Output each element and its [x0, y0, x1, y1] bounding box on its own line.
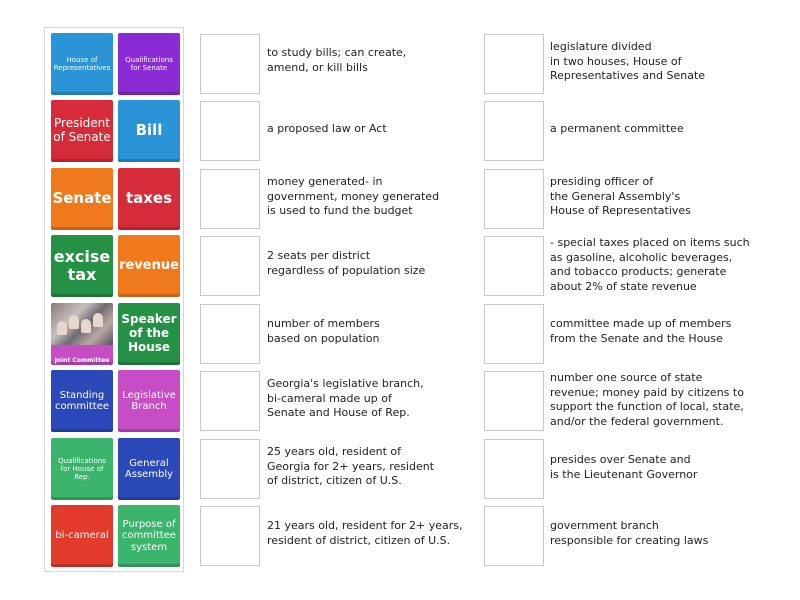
drop-slot-left-5[interactable]	[200, 304, 260, 364]
clue-left-6: Georgia's legislative branch, bi-cameral made up of Senate and House of Rep.	[267, 377, 424, 419]
clue-right-8: government branch responsible for creating laws	[550, 519, 709, 547]
tile-bill[interactable]: Bill	[118, 100, 180, 162]
drop-slot-right-3[interactable]	[484, 169, 544, 229]
drop-slot-left-6[interactable]	[200, 371, 260, 431]
tile-standing-committee[interactable]: Standing committee	[51, 370, 113, 432]
clue-left-3: money generated- in government, money generated is used to fund the budget	[267, 175, 440, 217]
tile-speaker-of-the-house[interactable]: Speaker of the House	[118, 303, 180, 365]
clue-left-2: a proposed law or Act	[267, 122, 387, 135]
tile-legislative-branch[interactable]: Legislative Branch	[118, 370, 180, 432]
drop-slot-right-4[interactable]	[484, 236, 544, 296]
clue-left-4: 2 seats per district regardless of population size	[267, 249, 426, 277]
tile-revenue[interactable]: revenue	[118, 235, 180, 297]
tile-excise-tax[interactable]: excise tax	[51, 235, 113, 297]
drop-slot-right-2[interactable]	[484, 101, 544, 161]
drop-slot-left-3[interactable]	[200, 169, 260, 229]
tile-purpose-of-committee-system[interactable]: Purpose of committee system	[118, 505, 180, 567]
clue-left-8: 21 years old, resident for 2+ years, resident of district, citizen of U.S.	[267, 519, 463, 547]
drop-slot-right-7[interactable]	[484, 439, 544, 499]
drop-slot-left-7[interactable]	[200, 439, 260, 499]
clue-right-7: presides over Senate and is the Lieutenant Governor	[550, 453, 698, 481]
clue-right-4: - special taxes placed on items such as gasoline, alcoholic beverages, and tobacco products; generate about 2% of state revenue	[550, 236, 750, 293]
clue-right-6: number one source of state revenue; money paid by citizens to support the function of local, state, and/or the federal government.	[550, 371, 744, 428]
drop-slot-left-4[interactable]	[200, 236, 260, 296]
clue-right-3: presiding officer of the General Assembly's House of Representatives	[550, 175, 691, 217]
drop-slot-left-2[interactable]	[200, 101, 260, 161]
tile-taxes[interactable]: taxes	[118, 168, 180, 230]
tile-bank	[44, 27, 184, 572]
clue-left-7: 25 years old, resident of Georgia for 2+ years, resident of district, citizen of U.S.	[267, 445, 435, 487]
tile-general-assembly[interactable]: General Assembly	[118, 438, 180, 500]
drop-slot-left-8[interactable]	[200, 506, 260, 566]
tile-joint-committee[interactable]: Joint Committee	[51, 303, 113, 365]
clue-right-1: legislature divided in two houses, House of Representatives and Senate	[550, 40, 706, 82]
drop-slot-right-6[interactable]	[484, 371, 544, 431]
tile-house-of-representatives[interactable]: House of Representatives	[51, 33, 113, 95]
drop-slot-right-8[interactable]	[484, 506, 544, 566]
joint-committee-photo	[51, 303, 113, 345]
drop-slot-right-1[interactable]	[484, 34, 544, 94]
drop-slot-right-5[interactable]	[484, 304, 544, 364]
tile-bi-cameral[interactable]: bi-cameral	[51, 505, 113, 567]
clue-right-5: committee made up of members from the Senate and the House	[550, 317, 732, 345]
tile-qualifications-for-house[interactable]: Qualifications for House of Rep.	[51, 438, 113, 500]
tile-qualifications-for-senate[interactable]: Qualifications for Senate	[118, 33, 180, 95]
clue-right-2: a permanent committee	[550, 122, 684, 135]
drop-slot-left-1[interactable]	[200, 34, 260, 94]
clue-left-1: to study bills; can create, amend, or kill bills	[267, 46, 407, 74]
clue-left-5: number of members based on population	[267, 317, 380, 345]
tile-president-of-senate[interactable]: President of Senate	[51, 100, 113, 162]
tile-senate[interactable]: Senate	[51, 168, 113, 230]
